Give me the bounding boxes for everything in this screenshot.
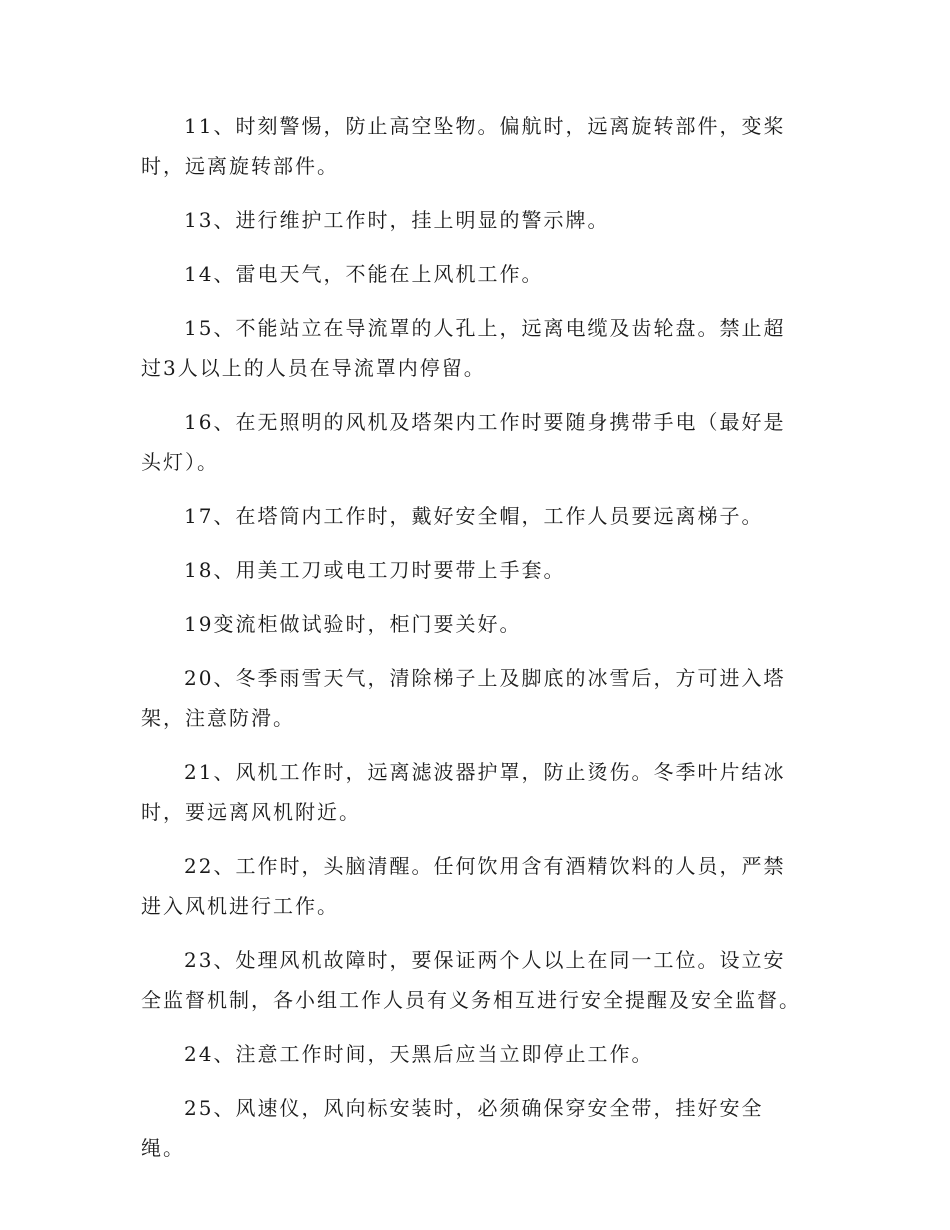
paragraph-15: 15、不能站立在导流罩的人孔上，远离电缆及齿轮盘。禁止超过3人以上的人员在导流罩内停留。 [141, 316, 786, 380]
paragraph-18: 18、用美工刀或电工刀时要带上手套。 [184, 558, 566, 582]
paragraph-24: 24、注意工作时间，天黑后应当立即停止工作。 [184, 1042, 654, 1066]
paragraph-20: 20、冬季雨雪天气，清除梯子上及脚底的冰雪后，方可进入塔架，注意防滑。 [141, 666, 786, 730]
paragraph-21: 21、风机工作时，远离滤波器护罩，防止烫伤。冬季叶片结冰时，要远离风机附近。 [141, 760, 786, 824]
paragraph-11: 11、时刻警惕，防止高空坠物。偏航时，远离旋转部件，变桨时，远离旋转部件。 [141, 114, 786, 178]
paragraph-23: 23、处理风机故障时，要保证两个人以上在同一工位。设立安全监督机制，各小组工作人员有义务相互进行安全提醒及安全监督。 [141, 948, 801, 1012]
paragraph-16: 16、在无照明的风机及塔架内工作时要随身携带手电（最好是头灯）。 [141, 410, 786, 474]
paragraph-19: 19变流柜做试验时，柜门要关好。 [184, 612, 522, 636]
paragraph-17: 17、在塔筒内工作时，戴好安全帽，工作人员要远离梯子。 [184, 504, 764, 528]
paragraph-14: 14、雷电天气，不能在上风机工作。 [184, 262, 544, 286]
document-body [141, 106, 801, 1182]
paragraph-13: 13、进行维护工作时，挂上明显的警示牌。 [184, 208, 610, 232]
paragraph-22: 22、工作时，头脑清醒。任何饮用含有酒精饮料的人员，严禁进入风机进行工作。 [141, 854, 786, 918]
paragraph-25: 25、风速仪，风向标安装时，必须确保穿安全带，挂好安全绳。 [141, 1096, 764, 1160]
